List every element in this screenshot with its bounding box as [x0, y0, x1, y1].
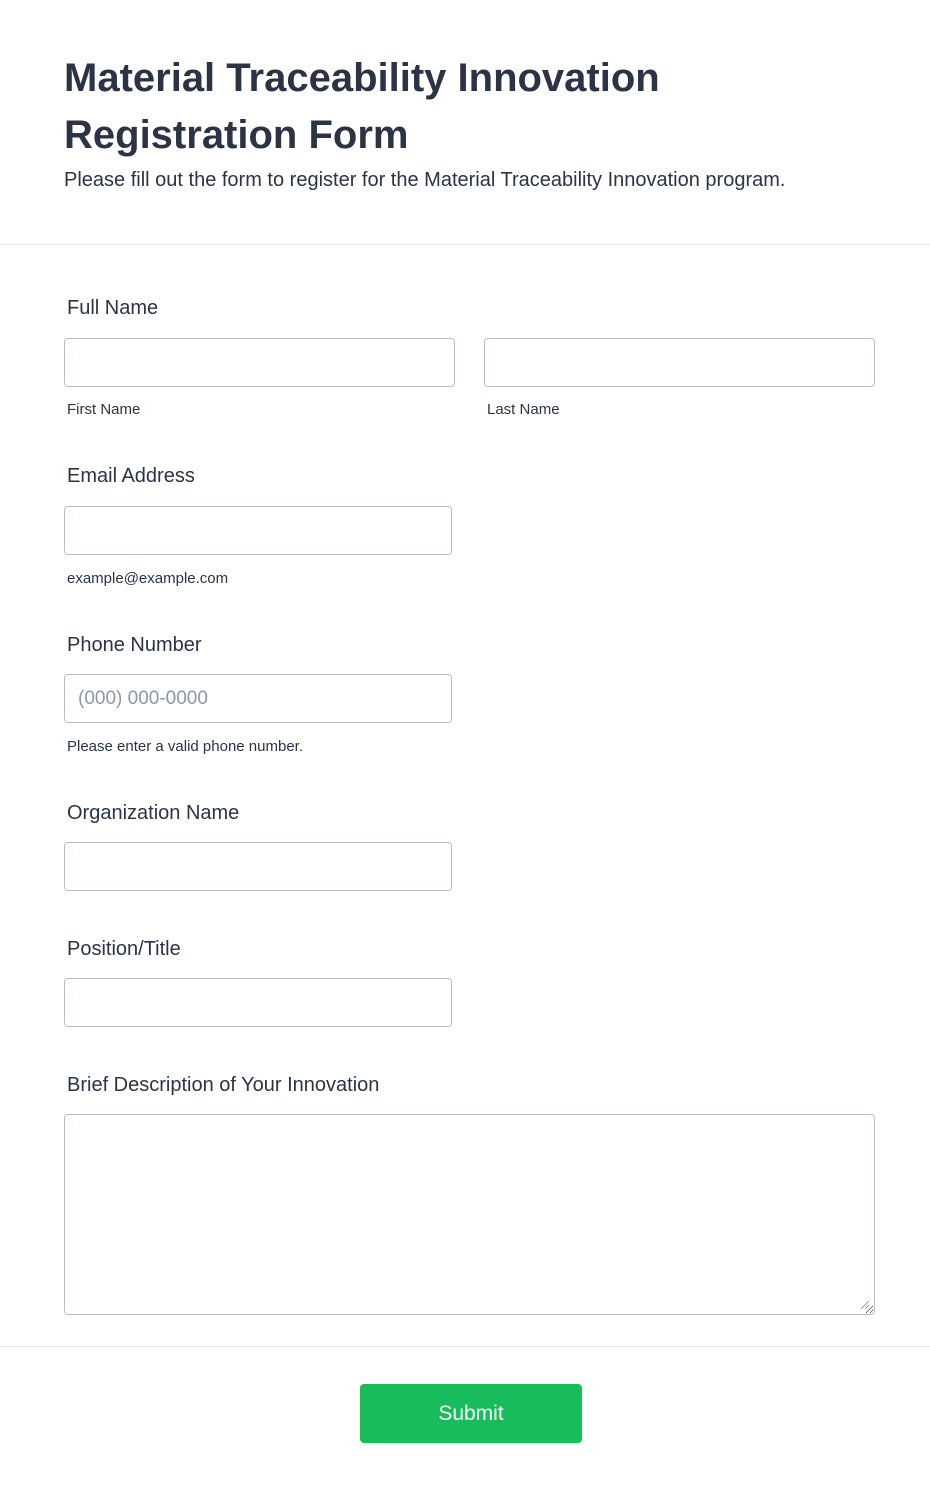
submit-button[interactable]: Submit [360, 1384, 582, 1443]
full-name-label: Full Name [67, 297, 159, 319]
form-title: Material Traceability Innovation Registration Form [64, 56, 660, 157]
email-input[interactable] [64, 506, 452, 555]
first-name-sublabel: First Name [67, 401, 141, 418]
last-name-input[interactable] [484, 338, 875, 387]
footer-divider [0, 1346, 930, 1347]
form-subtitle: Please fill out the form to register for the Material Traceability Innovation program. [64, 169, 786, 191]
form-header [0, 0, 930, 245]
organization-input[interactable] [64, 842, 452, 891]
email-label: Email Address [67, 465, 195, 487]
description-label: Brief Description of Your Innovation [67, 1074, 380, 1096]
email-sublabel: example@example.com [67, 570, 229, 587]
phone-input[interactable] [64, 674, 452, 723]
position-input[interactable] [64, 978, 452, 1027]
position-label: Position/Title [67, 938, 181, 960]
last-name-sublabel: Last Name [487, 401, 560, 418]
description-textarea[interactable] [64, 1114, 875, 1315]
organization-label: Organization Name [67, 802, 240, 824]
first-name-input[interactable] [64, 338, 455, 387]
resize-grip-icon[interactable] [858, 1298, 870, 1310]
phone-label: Phone Number [67, 634, 202, 656]
phone-sublabel: Please enter a valid phone number. [67, 738, 303, 755]
